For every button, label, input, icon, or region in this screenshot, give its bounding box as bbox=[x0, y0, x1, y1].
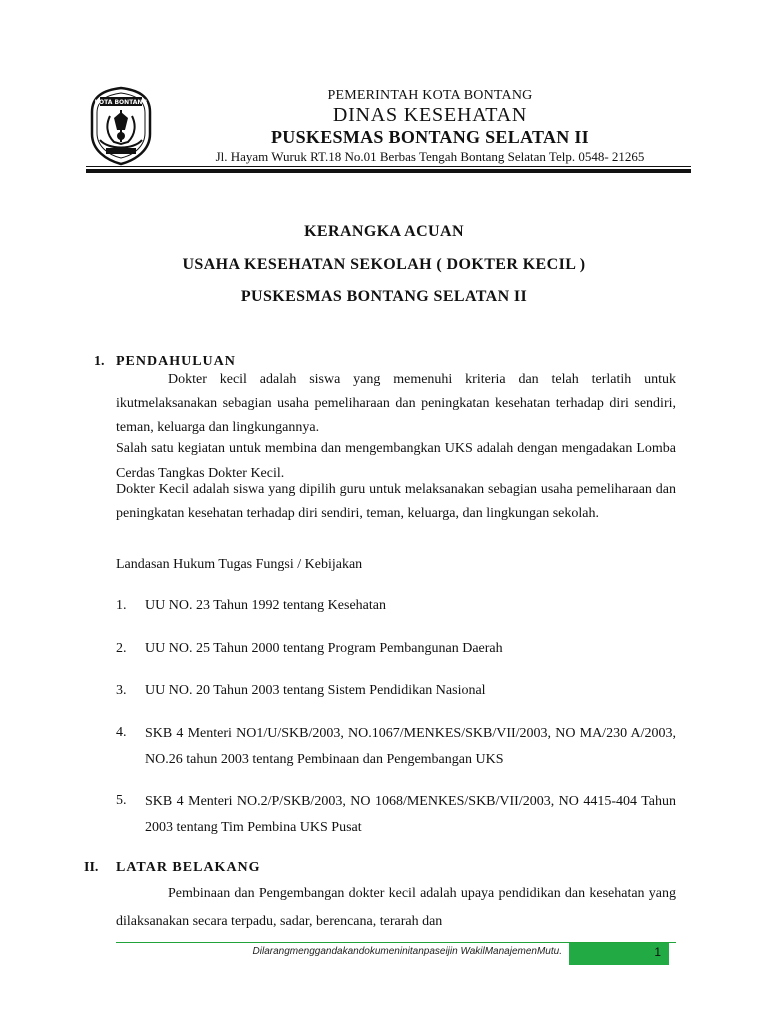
footer-copy-notice: Dilarangmenggandakandokumeninitanpaseijin WakilManajemenMutu. bbox=[252, 946, 562, 957]
document-title: KERANGKA ACUAN bbox=[304, 223, 464, 240]
list-item-text: UU NO. 20 Tahun 2003 tentang Sistem Pendidikan Nasional bbox=[145, 683, 486, 698]
list-item-text: SKB 4 Menteri NO1/U/SKB/2003, NO.1067/MENKES/SKB/VII/2003, NO MA/230 A/2003, NO.26 tahun 2003 tentang Pembinaan dan Pengembangan UKS bbox=[145, 726, 676, 767]
section1-paragraph-3: Dokter Kecil adalah siswa yang dipilih guru untuk melaksanakan sebagian usaha pemeliharaan dan peningkatan kesehatan terhadap diri sendiri, teman, keluarga, dan lingkungan sekolah. bbox=[116, 482, 676, 521]
page-number: 1 bbox=[654, 945, 661, 959]
list-item-number: 2. bbox=[116, 641, 127, 656]
section2-heading: LATAR BELAKANG bbox=[116, 860, 261, 875]
list-item-number: 1. bbox=[116, 598, 127, 613]
document-subtitle: USAHA KESEHATAN SEKOLAH ( DOKTER KECIL ) bbox=[182, 256, 586, 273]
list-item-number: 3. bbox=[116, 683, 127, 698]
legal-basis-label: Landasan Hukum Tugas Fungsi / Kebijakan bbox=[116, 557, 363, 572]
section2-paragraph-1: Pembinaan dan Pengembangan dokter kecil adalah upaya pendidikan dan kesehatan yang dilaksanakan secara terpadu, sadar, berencana, terarah dan bbox=[116, 886, 676, 929]
list-item-text: SKB 4 Menteri NO.2/P/SKB/2003, NO 1068/MENKES/SKB/VII/2003, NO 4415-404 Tahun 2003 tentang Tim Pembina UKS Pusat bbox=[145, 794, 676, 835]
letterhead-government: PEMERINTAH KOTA BONTANG bbox=[327, 88, 533, 103]
letterhead-address: Jl. Hayam Wuruk RT.18 No.01 Berbas Tengah Bontang Selatan Telp. 0548- 21265 bbox=[215, 149, 645, 164]
section1-heading: PENDAHULUAN bbox=[116, 354, 236, 369]
document-organization: PUSKESMAS BONTANG SELATAN II bbox=[240, 288, 528, 305]
letterhead-department: DINAS KESEHATAN bbox=[332, 104, 528, 126]
city-emblem-logo bbox=[88, 86, 154, 166]
letterhead-divider-thick bbox=[86, 169, 691, 173]
section1-paragraph-2: Salah satu kegiatan untuk membina dan mengembangkan UKS adalah dengan mengadakan Lomba Cerdas Tangkas Dokter Kecil. bbox=[116, 441, 676, 481]
section1-number: 1. bbox=[94, 354, 105, 369]
list-item-text: UU NO. 23 Tahun 1992 tentang Kesehatan bbox=[145, 598, 386, 613]
list-item-text: UU NO. 25 Tahun 2000 tentang Program Pembangunan Daerah bbox=[145, 641, 503, 656]
list-item-number: 5. bbox=[116, 793, 127, 808]
section1-paragraph-1: Dokter kecil adalah siswa yang memenuhi kriteria dan telah terlatih untuk ikutmelaksanakan sebagian usaha pemeliharaan dan peningkatan kesehatan terhadap diri sendiri, teman, keluarga dan lingkungannya. bbox=[116, 372, 676, 435]
svg-text:KOTA BONTANG: KOTA BONTANG bbox=[94, 99, 148, 106]
list-item-number: 4. bbox=[116, 725, 127, 740]
letterhead-divider-thin bbox=[86, 166, 691, 167]
section2-number: II. bbox=[84, 860, 99, 875]
letterhead-health-center: PUSKESMAS BONTANG SELATAN II bbox=[271, 127, 589, 147]
